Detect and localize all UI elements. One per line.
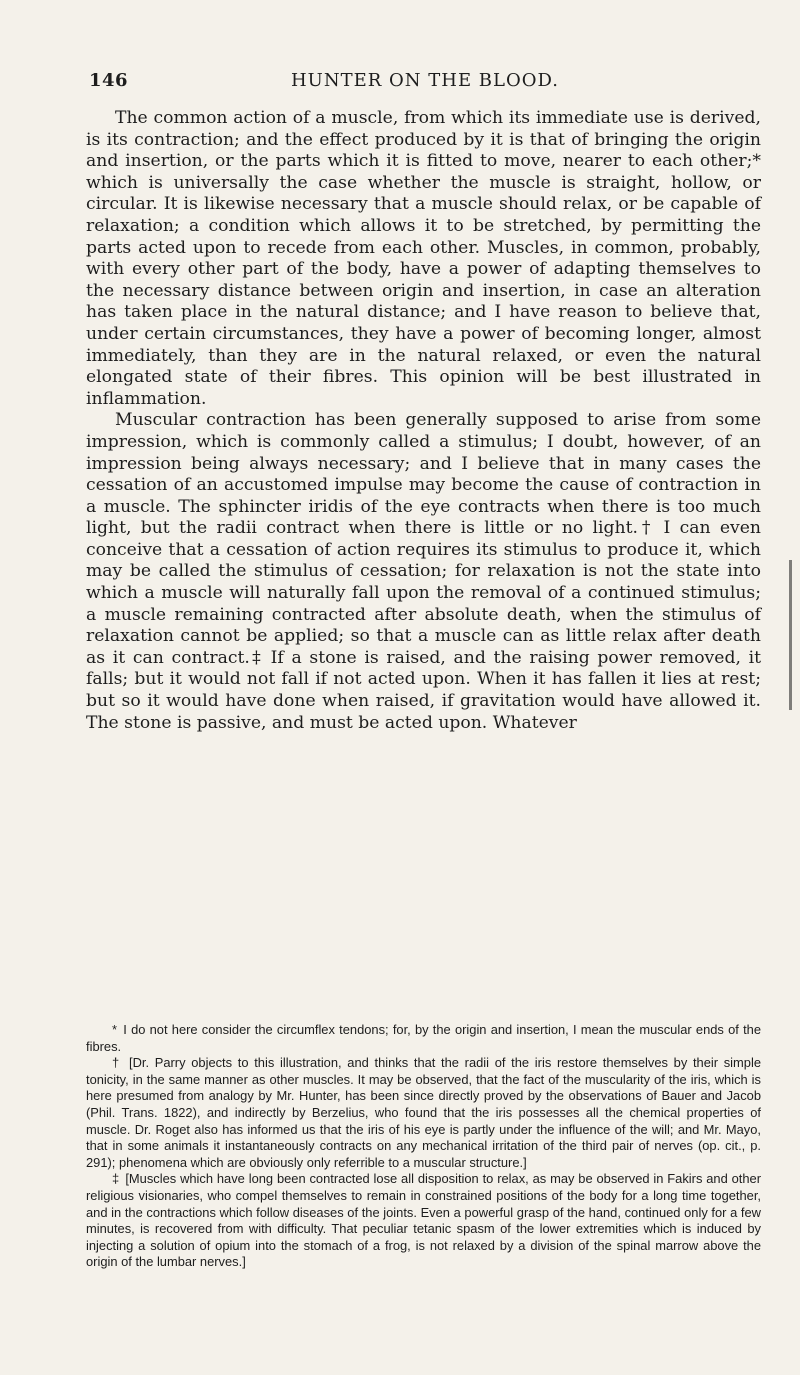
running-title-text: HUNTER ON THE BLOOD. xyxy=(290,70,560,91)
paragraph: Muscular contraction has been generally supposed to arise from some impression, which is commonly called a stimulus; I doubt, however, of an impression being always necessary; and I believe that in many cases the cessation of an accustomed impulse may become the cause of contraction in a muscle. The sphincter iridis of the eye contracts when there is too much light, but the radii contract when there is little or no light.† I can even conceive that a cessation of action requires its stimulus to produce it, which may be called the stimulus of cessation; for relaxation is not the state into which a muscle will naturally fall upon the removal of a continued stimulus; a muscle remaining contracted after absolute death, when the stimulus of relaxation cannot be applied; so that a muscle can as little relax after death as it can contract.‡ If a stone is raised, and the raising power removed, it falls; but it would not fall if not acted upon. When it has fallen it lies at rest; but so it would have done when raised, if gravitation would have allowed it. The stone is passive, and must be acted upon. Whatever xyxy=(86,410,761,733)
footnote-text: [Dr. Parry objects to this illustration, and thinks that the radii of the iris restore themselves by their simple tonicity, in the same manner as other muscles. It may be observed, that the fact of the muscularity of the iris, which is here presumed from analogy by Mr. Hunter, has been since directly proved by the observations of Bauer and Jacob (Phil. Trans. 1822), and indirectly by Berzelius, who found that the iris possesses all the chemical properties of muscle. Dr. Roget also has informed us that the iris of his eye is partly under the influence of the will; and Mr. Mayo, that in some animals it instantaneously contracts on any mechanical irritation of the third pair of nerves (op. cit., p. 291); phenomena which are obviously only referrible to a muscular structure.] xyxy=(86,1055,761,1170)
main-text xyxy=(86,108,761,734)
footnote-mark: ‡ xyxy=(112,1171,120,1187)
footnote-mark: † xyxy=(112,1055,122,1071)
footnote-text: [Muscles which have long been contracted lose all disposition to relax, as may be observed in Fakirs and other religious visionaries, who compel themselves to remain in constrained positions of the body for a long time together, and in the contractions which follow diseases of the joints. Even a powerful grasp of the hand, continued only for a few minutes, is recovered from with difficulty. That peculiar tetanic spasm of the lower extremities which is induced by injecting a solution of opium into the stomach of a frog, is not relaxed by a division of the spinal marrow above the origin of the lumbar nerves.] xyxy=(86,1171,762,1270)
footnote xyxy=(86,1055,761,1171)
page-number: 146 xyxy=(89,70,129,91)
running-title xyxy=(0,70,800,91)
footnote xyxy=(86,1171,761,1271)
paragraph: The common action of a muscle, from which its immediate use is derived, is its contraction; and the effect produced by it is that of bringing the origin and insertion, or the parts which it is fitted to move, nearer to each other;* which is universally the case whether the muscle is straight, hollow, or circular. It is likewise necessary that a muscle should relax, or be capable of relaxation; a condition which allows it to be stretched, by permitting the parts acted upon to recede from each other. Muscles, in common, probably, with every other part of the body, have a power of adapting themselves to the necessary distance between origin and insertion, in case an alteration has taken place in the natural distance; and I have reason to believe that, under certain circumstances, they have a power of becoming longer, almost immediately, than they are in the natural relaxed, or even the natural elongated state of their fibres. This opinion will be best illustrated in inflammation. xyxy=(86,108,761,409)
footnote-text: I do not here consider the circumflex tendons; for, by the origin and insertion, I mean the muscular ends of the fibres. xyxy=(86,1022,761,1054)
footnote xyxy=(86,1022,761,1055)
footnotes xyxy=(86,1022,761,1271)
footnote-mark: * xyxy=(112,1022,118,1037)
page-edge-shadow xyxy=(789,560,792,710)
